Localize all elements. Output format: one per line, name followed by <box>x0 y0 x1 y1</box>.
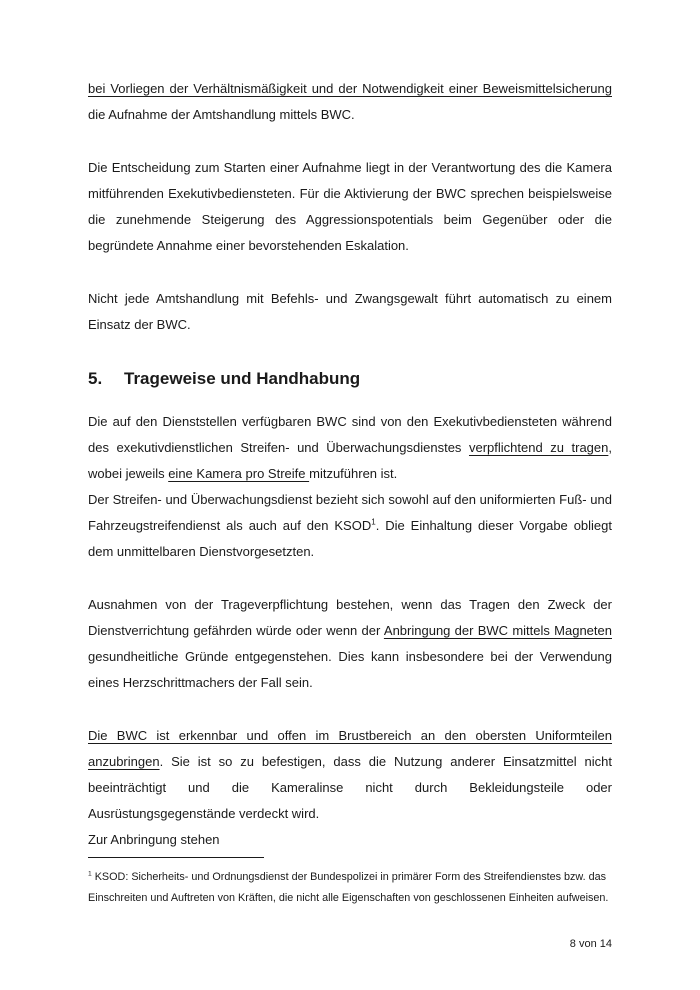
section-heading <box>88 365 612 393</box>
page-number: 8 von 14 <box>569 938 612 950</box>
paragraph-not-every-action: Nicht jede Amtshandlung mit Befehls- und Zwangsgewalt führt automatisch zu einem Einsatz der BWC. <box>88 291 612 332</box>
section-title: Trageweise und Handhabung <box>124 369 361 388</box>
footnote-separator <box>88 857 264 858</box>
section-number: 5. <box>88 369 103 388</box>
footnote-text: $^1$ KSOD: Sicherheits- und Ordnungsdienst der Bundespolizei in primärer Form des Streifendienstes bzw. das Einschreiten und Auftreten von Kräften, die nicht alle Eigenschaften von geschlossenen Einheiten aufweisen. <box>88 870 609 904</box>
paragraph-carry-obligation: Die auf den Dienststellen verfügbaren BWC sind von den Exekutivbediensteten während des exekutivdienstlichen Streifen- und Überwachungsdienstes verpflichtend zu tragen, wobei jeweils eine Kamera pro Streife mitzuführen ist. <box>88 414 612 481</box>
paragraph-exceptions: Ausnahmen von der Trageverpflichtung bestehen, wenn das Tragen den Zweck der Dienstverrichtung gefährden würde oder wenn der Anbringung der BWC mittels Magneten gesundheitliche Gründe entgegenstehen. Dies kann insbesondere bei der Verwendung eines Herzschrittmachers der Fall sein. <box>88 597 612 690</box>
document-content <box>88 76 612 853</box>
footnote-area <box>88 857 612 909</box>
paragraph-mounting: Die BWC ist erkennbar und offen im Brustbereich an den obersten Uniformteilen anzubringen. Sie ist so zu befestigen, dass die Nutzung anderer Einsatzmittel nicht beeinträchtigt und die Kameralinse nicht durch Bekleidungsteile oder Ausrüstungsgegenstände verdeckt wird. <box>88 728 612 821</box>
paragraph-recording-decision: Die Entscheidung zum Starten einer Aufnahme liegt in der Verantwortung des die Kamera mitführenden Exekutivbediensteten. Für die Aktivierung der BWC sprechen beispielsweise die zunehmende Steigerung des Aggressionspotentials beim Gegenüber oder die begründete Annahme einer bevorstehenden Eskalation. <box>88 160 612 253</box>
paragraph-mounting-options-intro: Zur Anbringung stehen <box>88 832 220 847</box>
paragraph-patrol-service: Der Streifen- und Überwachungsdienst bezieht sich sowohl auf den uniformierten Fuß- und Fahrzeugstreifendienst als auch auf den KSOD$^1$. Die Einhaltung dieser Vorgabe obliegt dem unmittelbaren Dienstvorgesetzten. <box>88 492 612 559</box>
paragraph-proportionality: bei Vorliegen der Verhältnismäßigkeit und der Notwendigkeit einer Beweismittelsicherung die Aufnahme der Amtshandlung mittels BWC. <box>88 81 612 122</box>
